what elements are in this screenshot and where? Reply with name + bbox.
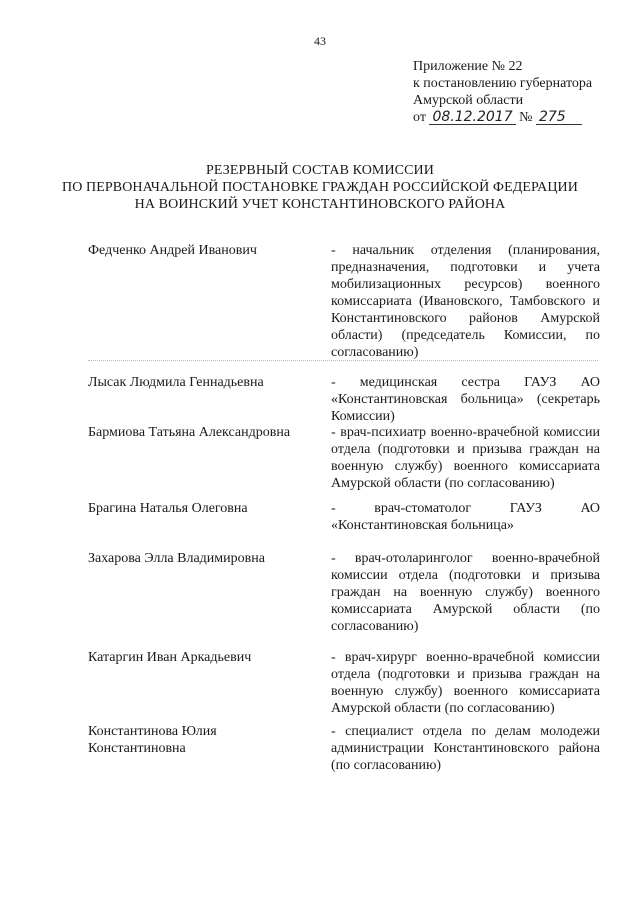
title-line-3: НА ВОИНСКИЙ УЧЕТ КОНСТАНТИНОВСКОГО РАЙОНА: [134, 197, 506, 212]
member-role: - начальник отделения (планирования, предназначения, подготовки и учета мобилизационных ресурсов) военного комиссариата (Ивановского, Тамбовского и Константиновского районов Амурской области) (председатель Комиссии, по согласованию): [331, 243, 600, 360]
handwritten-number: 275: [536, 110, 582, 125]
member-role: - врач-отоларинголог военно-врачебной комиссии отдела (подготовки и призыва граждан на военную службу) военного комиссариата Амурской области (по согласованию): [331, 551, 600, 634]
member-name: Брагина Наталья Олеговна: [88, 501, 248, 516]
title-line-2: ПО ПЕРВОНАЧАЛЬНОЙ ПОСТАНОВКЕ ГРАЖДАН РОССИЙСКОЙ ФЕДЕРАЦИИ: [62, 180, 578, 195]
member-role: - врач-хирург военно-врачебной комиссии отдела (подготовки и призыва граждан на военную службу) военного комиссариата Амурской области (по согласованию): [331, 650, 600, 716]
document-title: [0, 162, 640, 213]
member-name: Захарова Элла Владимировна: [88, 551, 265, 566]
appendix-line-1: Приложение № 22: [413, 59, 523, 74]
date-prefix: от: [413, 110, 426, 125]
appendix-date-line: [413, 109, 592, 126]
member-name: Лысак Людмила Геннадьевна: [88, 375, 264, 390]
member-name: Федченко Андрей Иванович: [88, 243, 257, 258]
member-role: - медицинская сестра ГАУЗ АО «Константиновская больница» (секретарь Комиссии): [331, 375, 600, 424]
handwritten-date: 08.12.2017: [429, 110, 515, 125]
page-number: 43: [314, 34, 326, 48]
number-prefix: №: [519, 110, 533, 125]
member-name: Катаргин Иван Аркадьевич: [88, 650, 252, 665]
member-role: - врач-психиатр военно-врачебной комиссии отдела (подготовки и призыва граждан на военную службу) военного комиссариата Амурской области (по согласованию): [331, 425, 600, 491]
member-role: - специалист отдела по делам молодежи администрации Константиновского района (по согласованию): [331, 724, 600, 773]
appendix-block: [413, 58, 592, 126]
appendix-line-2: к постановлению губернатора: [413, 76, 593, 91]
scan-artifact-divider: [88, 360, 598, 362]
appendix-line-3: Амурской области: [413, 93, 524, 108]
member-name: Константинова Юлия Константиновна: [88, 724, 217, 756]
title-line-1: РЕЗЕРВНЫЙ СОСТАВ КОМИССИИ: [206, 163, 434, 178]
member-role: - врач-стоматолог ГАУЗ АО «Константиновская больница»: [331, 501, 600, 533]
member-name: Бармиова Татьяна Александровна: [88, 425, 291, 440]
